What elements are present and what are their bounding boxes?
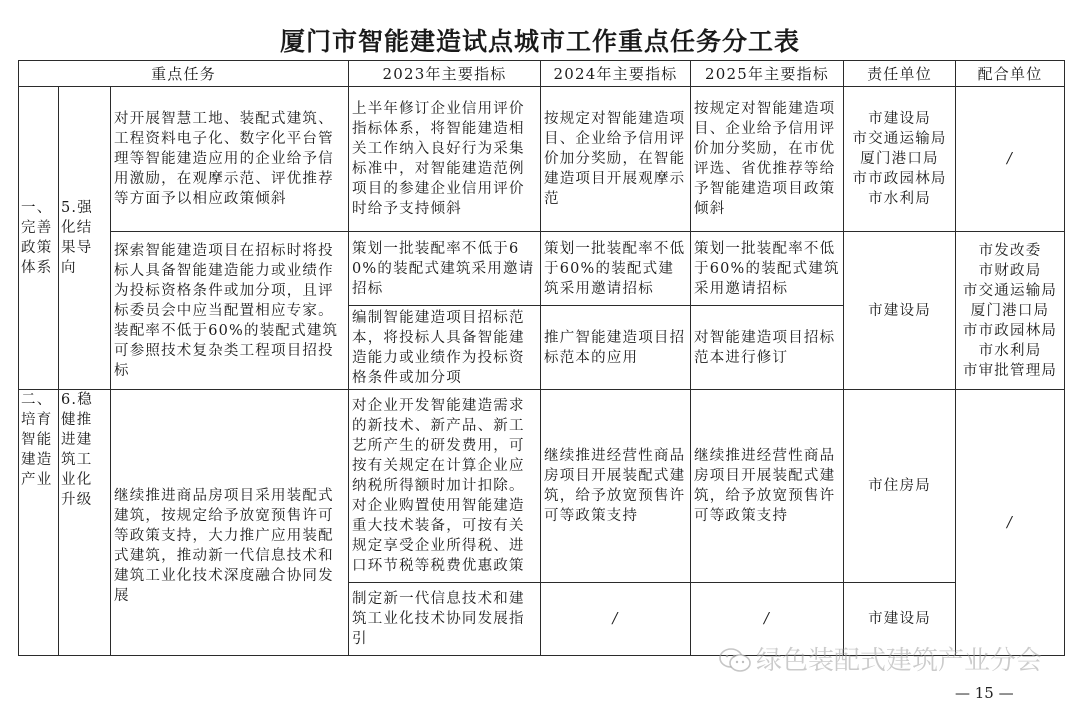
header-row [19, 61, 1065, 87]
indicator-2025-cell: / [691, 583, 844, 656]
indicator-2025-cell: 按规定对智能建造项目、企业给予信用评价加分奖励，在市优评选、省优推荐等给予智能建造项目政策倾斜 [691, 87, 844, 232]
responsible-cell: 市建设局 [844, 232, 956, 390]
header-task: 重点任务 [19, 61, 349, 87]
responsible-unit: 厦门港口局 [860, 151, 939, 167]
header-2025: 2025年主要指标 [691, 61, 844, 87]
cooperating-unit: 市交通运输局 [962, 282, 1058, 299]
responsible-unit: 市市政园林局 [852, 171, 947, 187]
indicator-2024-cell: 策划一批装配率不低于60%的装配式建筑采用邀请招标 [541, 232, 691, 306]
indicator-2024-cell: 推广智能建造项目招标范本的应用 [541, 306, 691, 390]
responsible-unit: 市水利局 [868, 191, 931, 207]
cooperating-cell: / [956, 390, 1065, 656]
responsible-cell [844, 87, 956, 232]
document-title: 厦门市智能建造试点城市工作重点任务分工表 [279, 27, 800, 56]
task-cell: 对开展智慧工地、装配式建筑、工程资料电子化、数字化平台管理等智能建造应用的企业给予信用激励，在观摩示范、评优推荐等方面予以相应政策倾斜 [111, 87, 349, 232]
responsible-unit: 市建设局 [868, 111, 931, 127]
subtask-cell: 6.稳健推进建筑工业化升级 [59, 390, 111, 656]
category-cell: 一、完善政策体系 [19, 87, 59, 390]
indicator-2024-cell: 按规定对智能建造项目、企业给予信用评价加分奖励，在智能建造项目开展观摩示范 [541, 87, 691, 232]
responsible-unit: 市交通运输局 [852, 131, 947, 147]
indicator-2025-cell: 继续推进经营性商品房项目开展装配式建筑，给予放宽预售许可等政策支持 [691, 390, 844, 583]
table-row [19, 87, 1065, 232]
cooperating-unit: 市水利局 [978, 342, 1042, 359]
cooperating-unit: 市财政局 [978, 262, 1042, 279]
wechat-icon [718, 647, 752, 673]
task-cell: 探索智能建造项目在招标时将投标人具备智能建造能力或业绩作为投标资格条件或加分项，且评标委员会中应当配置相应专家。装配率不低于60%的装配式建筑可参照技术复杂类工程项目招投标 [111, 232, 349, 390]
header-cooperating: 配合单位 [956, 61, 1065, 87]
responsible-cell: 市住房局 [844, 390, 956, 583]
watermark-text: 绿色装配式建筑产业分会 [756, 646, 1043, 676]
indicator-2025-cell: 对智能建造项目招标范本进行修订 [691, 306, 844, 390]
cooperating-unit: 市审批管理局 [962, 362, 1058, 379]
cooperating-cell [956, 232, 1065, 390]
table-row [19, 390, 1065, 583]
cooperating-unit: 市发改委 [978, 242, 1042, 259]
subtask-cell: 5.强化结果导向 [59, 87, 111, 390]
page-number: — 15 — [955, 684, 1014, 702]
indicator-2023-cell: 编制智能建造项目招标范本，将投标人具备智能建造能力或业绩作为投标资格条件或加分项 [349, 306, 541, 390]
task-cell: 继续推进商品房项目采用装配式建筑，按规定给予放宽预售许可等政策支持，大力推广应用装配式建筑，推动新一代信息技术和建筑工业化技术深度融合协同发展 [111, 390, 349, 656]
indicator-2024-cell: 继续推进经营性商品房项目开展装配式建筑，给予放宽预售许可等政策支持 [541, 390, 691, 583]
indicator-2023-cell: 制定新一代信息技术和建筑工业化技术协同发展指引 [349, 583, 541, 656]
watermark [718, 640, 1042, 677]
indicator-2024-cell: / [541, 583, 691, 656]
table-row [19, 232, 1065, 306]
responsible-cell: 市建设局 [844, 583, 956, 656]
indicator-2023-cell: 上半年修订企业信用评价指标体系，将智能建造相关工作纳入良好行为采集标准中，对智能建造范例项目的参建企业信用评价时给予支持倾斜 [349, 87, 541, 232]
task-division-table [18, 60, 1065, 656]
header-2024: 2024年主要指标 [541, 61, 691, 87]
cooperating-unit: 厦门港口局 [970, 302, 1050, 319]
indicator-2023-cell: 策划一批装配率不低于60%的装配式建筑采用邀请招标 [349, 232, 541, 306]
header-responsible: 责任单位 [844, 61, 956, 87]
indicator-2025-cell: 策划一批装配率不低于60%的装配式建筑采用邀请招标 [691, 232, 844, 306]
cooperating-cell: / [956, 87, 1065, 232]
cooperating-unit: 市市政园林局 [962, 322, 1058, 339]
indicator-2023-cell: 对企业开发智能建造需求的新技术、新产品、新工艺所产生的研发费用，可按有关规定在计算企业应纳税所得额时加计扣除。对企业购置使用智能建造重大技术装备，可按有关规定享受企业所得税、进口环节税等税费优惠政策 [349, 390, 541, 583]
header-2023: 2023年主要指标 [349, 61, 541, 87]
category-cell: 二、培育智能建造产业 [19, 390, 59, 656]
